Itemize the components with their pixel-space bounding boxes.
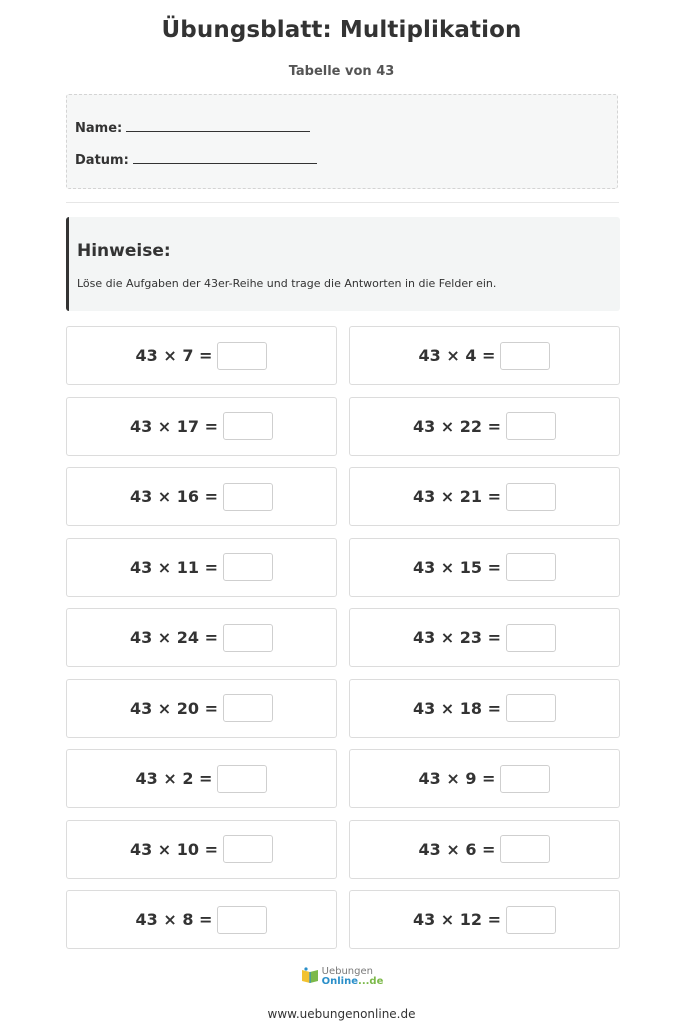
exercise-card [349,679,620,738]
exercise-card [66,749,337,808]
exercise-expression: 43 × 17 = [129,416,219,436]
date-label: Datum: [75,153,129,168]
website-url[interactable]: www.uebungenonline.de [267,1007,416,1021]
answer-box[interactable] [217,342,267,370]
page-subtitle: Tabelle von 43 [288,64,395,79]
answer-box[interactable] [506,553,556,581]
answer-box[interactable] [506,412,556,440]
footer-logo [0,966,683,988]
exercise-expression: 43 × 21 = [412,487,502,506]
name-label: Name: [75,121,123,136]
student-info-box [66,94,618,189]
logo-online: Online [321,976,359,987]
answer-box[interactable] [506,906,556,934]
date-field [75,151,317,168]
logo-line1: Uebungen [321,966,373,977]
exercise-card [349,820,620,879]
hints-title: Hinweise: [77,241,171,261]
exercise-card [349,890,620,949]
answer-box[interactable] [500,342,550,370]
hints-text: Löse die Aufgaben der 43er-Reihe und trage die Antworten in die Felder ein. [77,277,497,290]
exercise-expression: 43 × 18 = [412,698,502,718]
answer-box[interactable] [217,765,267,793]
exercise-expression: 43 × 15 = [412,557,502,577]
exercise-card [66,820,337,879]
section-divider [66,202,619,203]
answer-box[interactable] [223,624,273,652]
answer-box[interactable] [223,835,273,863]
exercise-card [66,467,337,526]
answer-box[interactable] [223,694,273,722]
answer-box[interactable] [500,835,550,863]
exercise-card [349,749,620,808]
exercise-card [349,467,620,526]
exercise-card [66,679,337,738]
exercise-expression: 43 × 6 = [418,839,496,859]
exercise-card [349,397,620,456]
page-title: Übungsblatt: Multiplikation [161,17,522,43]
exercise-card [66,538,337,597]
answer-box[interactable] [223,412,273,440]
answer-box[interactable] [223,553,273,581]
date-line[interactable] [133,151,317,164]
exercise-expression: 43 × 7 = [135,346,213,365]
exercise-expression: 43 × 10 = [129,839,219,859]
exercise-card [349,538,620,597]
answer-box[interactable] [500,765,550,793]
book-logo-icon [300,966,320,988]
exercise-expression: 43 × 11 = [129,557,219,577]
exercise-expression: 43 × 12 = [412,910,502,929]
exercise-card [349,326,620,385]
exercise-expression: 43 × 23 = [412,628,502,647]
exercise-expression: 43 × 20 = [129,698,219,718]
exercise-expression: 43 × 24 = [129,628,219,647]
exercise-expression: 43 × 16 = [129,487,219,506]
exercise-expression: 43 × 2 = [135,769,213,788]
answer-box[interactable] [506,483,556,511]
answer-box[interactable] [223,483,273,511]
exercise-expression: 43 × 8 = [135,910,213,929]
exercise-card [66,890,337,949]
logo-line2 [322,977,384,987]
hints-box [66,217,620,311]
name-line[interactable] [126,119,310,132]
exercise-card [66,326,337,385]
answer-box[interactable] [506,624,556,652]
logo-suffix: ...de [358,976,384,987]
exercise-card [349,608,620,667]
logo-text [322,967,384,987]
answer-box[interactable] [217,906,267,934]
exercise-expression: 43 × 4 = [418,346,496,365]
exercise-card [66,608,337,667]
exercise-card [66,397,337,456]
exercise-expression: 43 × 9 = [418,769,496,788]
answer-box[interactable] [506,694,556,722]
exercise-expression: 43 × 22 = [412,416,502,436]
name-field [75,119,310,136]
